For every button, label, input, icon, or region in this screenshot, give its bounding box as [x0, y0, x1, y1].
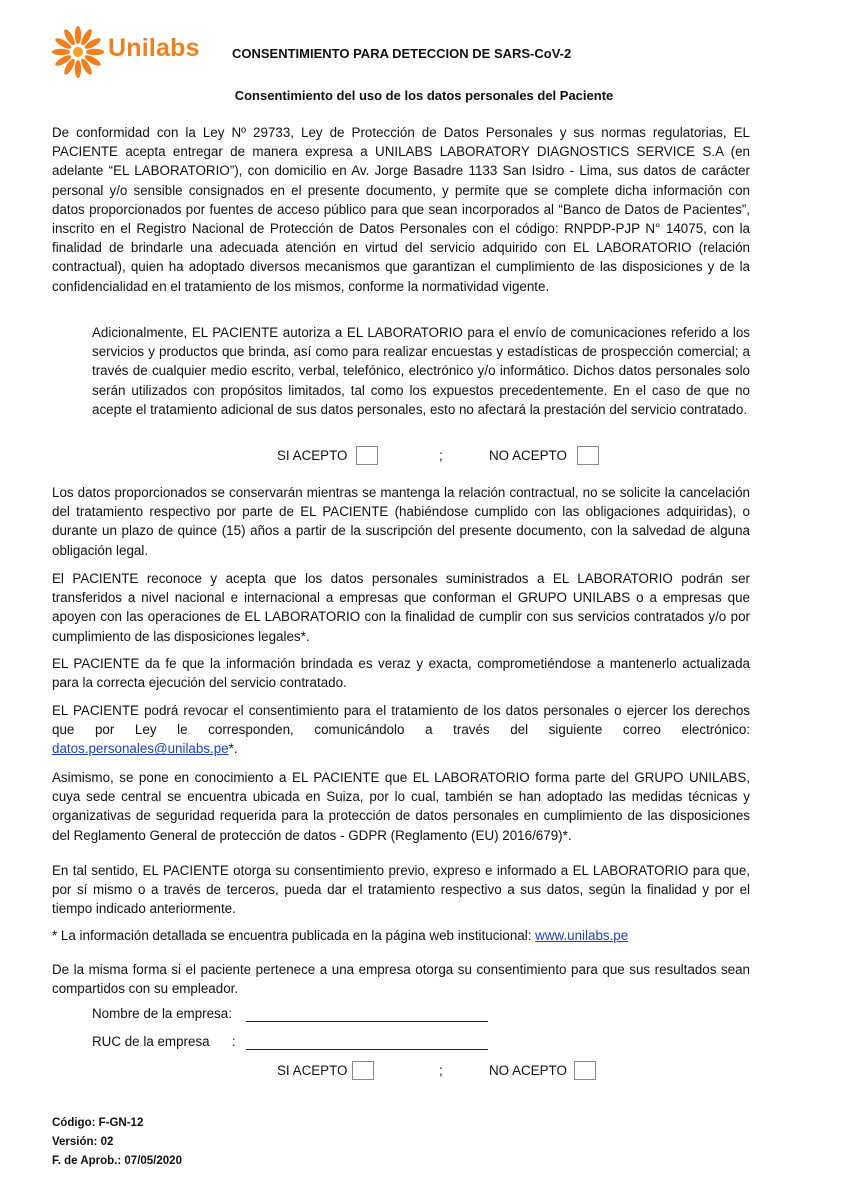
paragraph-employer: De la misma forma si el paciente pertenece a una empresa otorga su consentimiento para que sus resultados sean compartidos con su empleador.	[52, 962, 750, 997]
brand-name: Unilabs	[108, 34, 200, 62]
document-version: Versión: 02	[52, 1136, 114, 1148]
email-link[interactable]: datos.personales@unilabs.pe	[52, 741, 229, 757]
paragraph-veracity: EL PACIENTE da fe que la información brindada es veraz y exacta, comprometiéndose a mantenerlo actualizada para la correcta ejecución del servicio contratado.	[52, 656, 750, 691]
accept-label: SI ACEPTO	[277, 1063, 348, 1078]
paragraph-revocation	[52, 701, 750, 759]
paragraph-communications: Adicionalmente, EL PACIENTE autoriza a EL LABORATORIO para el envío de comunicaciones referido a los servicios y productos que brinda, así como para realizar encuestas y estadísticas de prospección comercial; a través de cualquier medio escrito, verbal, telefónico, electrónico y/o informático. Dichos datos personales solo serán utilizados con propósitos limitados, tal como los expuestos precedentemente. En el caso de que no acepte el tratamiento adicional de sus datos personales, esto no afectará la prestación del servicio contratado.	[92, 325, 750, 417]
document-title: CONSENTIMIENTO PARA DETECCION DE SARS-CoV-2	[232, 46, 572, 61]
paragraph-website	[52, 926, 750, 945]
reject-label: NO ACEPTO	[489, 448, 567, 463]
company-ruc-input-line[interactable]	[246, 1049, 488, 1050]
accept-label: SI ACEPTO	[277, 448, 348, 463]
paragraph-retention: Los datos proporcionados se conservarán mientras se mantenga la relación contractual, no se solicite la cancelación del tratamiento respectivo por parte de EL PACIENTE (habiéndose cumplido con las obligaciones adquiridas), o durante un plazo de quince (15) años a partir de la suscripción del presente documento, con la salvedad de alguna obligación legal.	[52, 485, 750, 558]
document-subtitle: Consentimiento del uso de los datos personales del Paciente	[234, 88, 614, 103]
paragraph-consent: En tal sentido, EL PACIENTE otorga su consentimiento previo, expreso e informado a EL LABORATORIO para que, por sí mismo o a través de terceros, pueda dar el tratamiento respectivo a sus datos, según la finalidad y por el tiempo indicado anteriormente.	[52, 863, 750, 917]
website-text: * La información detallada se encuentra publicada en la página web institucional:	[52, 928, 532, 943]
reject-checkbox[interactable]	[574, 1061, 596, 1080]
accept-checkbox[interactable]	[352, 1061, 374, 1080]
consent-row-communications	[0, 446, 848, 466]
revocation-text: EL PACIENTE podrá revocar el consentimiento para el tratamiento de los datos personales o ejercer los derechos que por Ley le corresponden, comunicándolo a través del siguiente correo electrónico:	[52, 703, 750, 738]
reject-label: NO ACEPTO	[489, 1063, 567, 1078]
document-footer	[52, 1114, 182, 1171]
company-name-label: Nombre de la empresa:	[92, 1006, 232, 1021]
company-name-input-line[interactable]	[246, 1021, 488, 1022]
document-approval-date: F. de Aprob.: 07/05/2020	[52, 1155, 182, 1167]
paragraph-data-protection: De conformidad con la Ley Nº 29733, Ley de Protección de Datos Personales y sus normas regulatorias, EL PACIENTE acepta entregar de manera expresa a UNILABS LABORATORY DIAGNOSTICS SERVICE S.A (en adelante “EL LABORATORIO”), con domicilio en Av. Jorge Basadre 1133 San Isidro - Lima, sus datos de carácter personal y/o sensible consignados en el presente documento, y permite que se complete dicha información con datos proporcionados por fuentes de acceso público para que sean incorporados al “Banco de Datos de Pacientes”, inscrito en el Registro Nacional de Protección de Datos Personales con el código: RNPDP-PJP N° 14075, con la finalidad de brindarle una adecuada atención en virtud del servicio adquirido con EL LABORATORIO (relación contractual), quien ha adoptado diversos mecanismos que garantizan el cumplimiento de las disposiciones y de la confidencialidad en el tratamiento de los mismos, conforme la normatividad vigente.	[52, 125, 750, 294]
company-ruc-field	[0, 1034, 848, 1056]
paragraph-transfer: El PACIENTE reconoce y acepta que los datos personales suministrados a EL LABORATORIO podrán ser transferidos a nivel nacional e internacional a empresas que conforman el GRUPO UNILABS o a empresas que apoyen con las operaciones de EL LABORATORIO con la finalidad de cumplir con sus servicios contratados y/o por cumplimiento de las disposiciones legales*.	[52, 571, 750, 644]
accept-checkbox[interactable]	[356, 446, 378, 465]
document-code: Código: F-GN-12	[52, 1117, 144, 1129]
unilabs-sun-logo-icon	[50, 24, 106, 80]
company-ruc-label: RUC de la empresa :	[92, 1034, 236, 1049]
consent-row-employer	[0, 1061, 848, 1081]
revocation-suffix: *.	[228, 741, 238, 757]
paragraph-gdpr: Asimismo, se pone en conocimiento a EL PACIENTE que EL LABORATORIO forma parte del GRUPO UNILABS, cuya sede central se encuentra ubicada en Suiza, por lo cual, también se han adoptado las medidas técnicas y organizativas de seguridad requerida para la protección de datos personales en cumplimiento de las disposiciones del Reglamento General de protección de datos - GDPR (Reglamento (EU) 2016/679)*.	[52, 770, 750, 843]
website-link[interactable]: www.unilabs.pe	[535, 928, 629, 943]
reject-checkbox[interactable]	[577, 446, 599, 465]
separator: ;	[439, 448, 443, 463]
company-name-field	[0, 1006, 848, 1028]
separator: ;	[439, 1063, 443, 1078]
